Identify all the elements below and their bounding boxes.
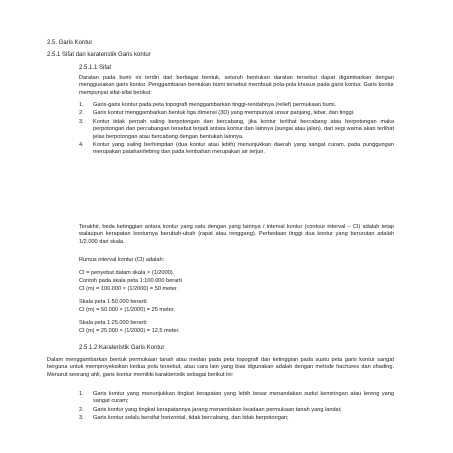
list-item: 2. Garis kontur menggambarkan bentuk tiga dimensi (3D) yang mempunyai unsur panjang, lebar, dan tinggi. [79,110,355,117]
list-item-text: Kontur yang saling berhimpitan (dua kontur atau lebih) menunjukkan daerah yang sangat curam, pada punggungan merupakan patahan/tebing dan pada lembahan merupakan air terjun. [93,141,394,156]
list-item-text: Garis kontur yang menunjukkan tingkat kerapatan yang lebih besar menandakan sudut kemiringan atau lereng yang sangat curam; [93,391,394,405]
list-item: 4. Kontur yang saling berhimpitan (dua kontur atau lebih) menunjukkan daerah yang sangat curam, pada punggungan merupakan patahan/tebing dan pada lembahan merupakan air terjun. [79,141,394,156]
list-item-text: Kontur tidak pernah saling berpotongan dan bercabang, jika kontur terlihat bercabang atau berpotongan maka perpotongan dan percabangan tersebut terjadi antara kontur dan lainnya (sungai atau jalan), dari segi warna akan terlihat jelas berpotongan atau bercabang dengan bentukan lainnya. [93,118,394,140]
karakteristik-list [79,391,394,424]
intro-paragraph: Daratan pada bumi ini terdiri dari berbagai bentuk, seluruh bentukan daratan tersebut dapat digambarkan dengan menggunakan garis kontur. Penggambaran bentukan bumi tersebut membuat pola-pola khusus pada garis kontur. Garis kontur mempunyai sifat-sifat berikut: [79,75,394,96]
example-line: CI (m) = 50.000 × (1/2000) = 25 meter. [79,307,175,313]
example-line: Skala peta 1:25.000 berarti: [79,320,148,326]
formula-line: CI = penyebut dalam skala × (1/2000). [79,270,175,276]
example-line: CI (m) = 25.000 × (1/2000) = 12,5 meter. [79,328,180,334]
section-heading: 2.5. Garis Kontur [47,40,93,46]
example-line: Skala peta 1:50.000 berarti: [79,299,148,305]
subsection-heading: 2.5.1 Sifat dan karateristik Garis kontur [47,52,151,58]
karakteristik-paragraph: Dalam menggambarkan bentuk permukaan tanah atau medan pada peta topografi dan ketinggian pada suatu peta garis kontur sangat berguna untuk memproyeksikan kedua pola tersebut, atau cara lain yang bias digunakan adalah dengan metode hachures dan shading. Menurut seorang ahli, garis kontur memiliki karakteristik sebagai berikut ini: [47,357,394,378]
sifat-list [79,102,394,158]
list-item: 1. Garis-garis kontur pada peta topografi menggambarkan tinggi-rendahnya (relief) permukaan bumi. [79,102,337,108]
list-item: 3. Kontur tidak pernah saling berpotongan dan bercabang, jika kontur terlihat bercabang atau berpotongan maka perpotongan dan percabangan tersebut terjadi antara kontur dan lainnya (sungai atau jalan), dari segi warna akan terlihat jelas berpotongan atau bercabang dengan bentukan lainnya. [79,118,394,140]
interval-paragraph: Terakhir, beda ketinggian antara kontur yang satu dengan yang lainnya / interval kontur (contour interval – CI) adalah tetap walaupun kerapatan konturnya berubah-ubah (rapat atau renggang). Perbedaan tinggi dua kontur yang berurutan adalah 1/2.000 dari skala. [79,224,394,245]
karakteristik-heading: 2.5.1.2 Karateristik Garis Kontur [79,345,165,351]
list-item: 3. Garis kontur selalu bersifat horizontal, tidak bercabang, dan tidak berpotongan; [79,415,289,422]
rumus-label: Rumus interval kontur (CI) adalah: [79,257,165,263]
list-item-text: Garis kontur yang tingkat kerapatannya jarang menandakan keadaan permukaan tanah yang landai; [93,406,342,413]
list-item: 1. Garis kontur yang menunjukkan tingkat kerapatan yang lebih besar menandakan sudut kemiringan atau lereng yang sangat curam; [79,391,394,405]
sifat-heading: 2.5.1.1 Sifat [79,65,112,71]
list-item: 2. Garis kontur yang tingkat kerapatannya jarang menandakan keadaan permukaan tanah yang landai; [79,406,342,413]
formula-line: Contoh pada skala peta 1:100.000 berarti [79,278,182,284]
list-item-text: Garis-garis kontur pada peta topografi menggambarkan tinggi-rendahnya (relief) permukaan bumi. [93,102,337,108]
formula-line: CI (m) = 100.000 × (1/2000) = 50 meter. [79,286,179,292]
list-item-text: Garis kontur menggambarkan bentuk tiga dimensi (3D) yang mempunyai unsur panjang, lebar, dan tinggi. [93,110,355,117]
list-item-text: Garis kontur selalu bersifat horizontal, tidak bercabang, dan tidak berpotongan; [93,415,289,422]
